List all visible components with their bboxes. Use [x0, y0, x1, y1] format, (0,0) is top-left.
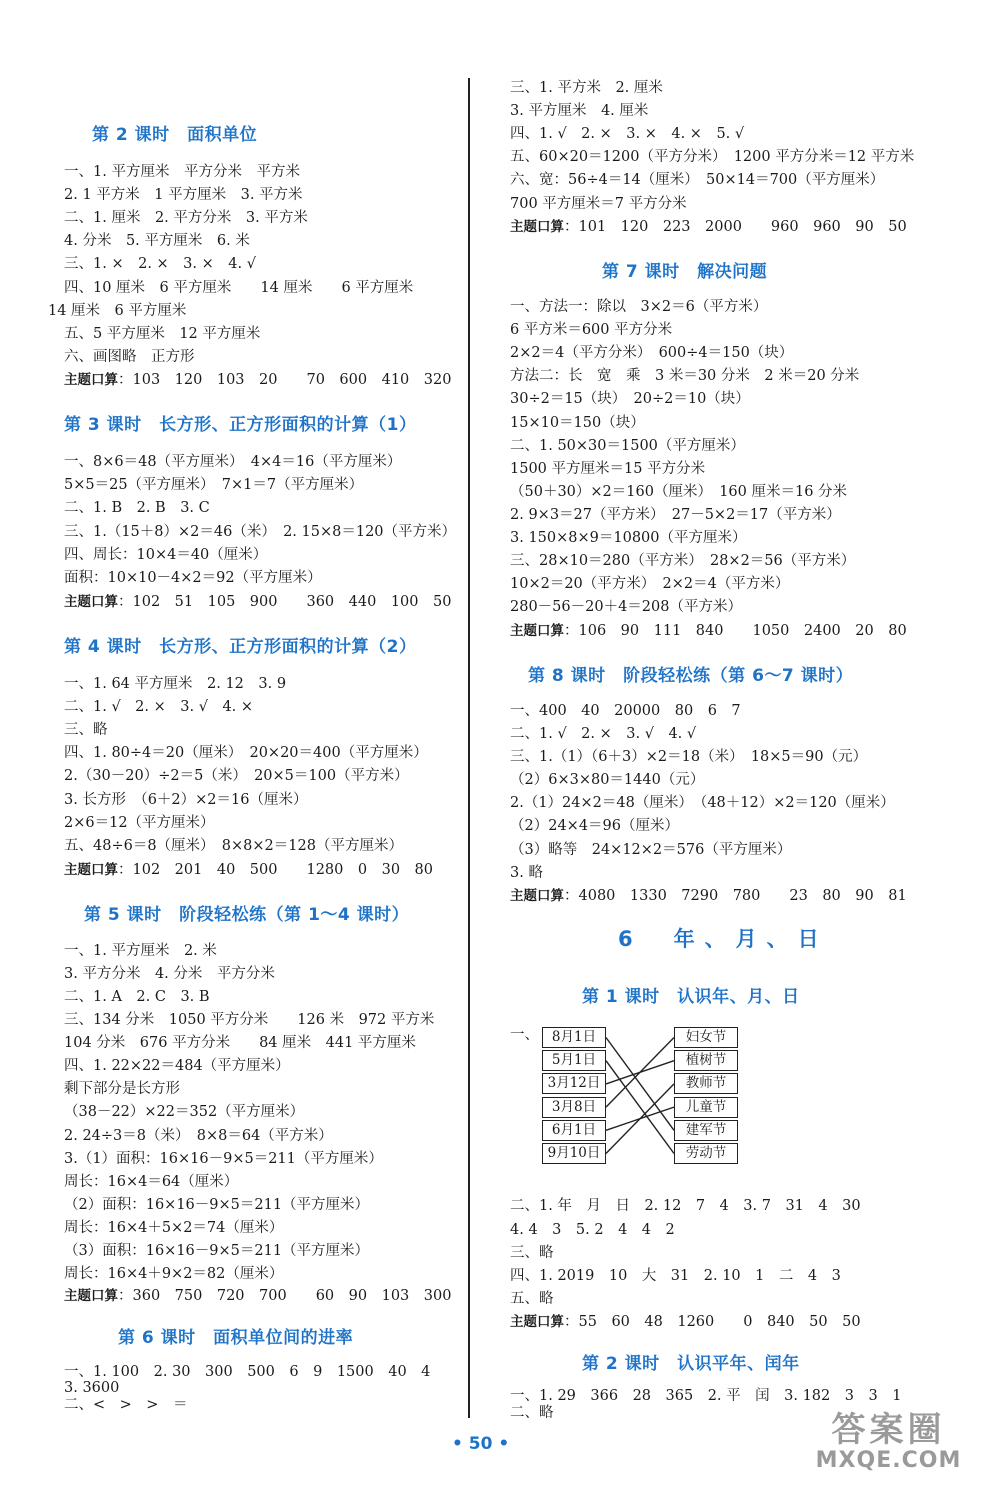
answer-line: 一、1. 平方厘米 2. 米 — [64, 943, 217, 959]
matching-line — [606, 1084, 674, 1154]
date-box: 8月1日 — [542, 1027, 606, 1048]
column-divider — [468, 78, 470, 1418]
answer-line: 3. 略 — [510, 865, 543, 881]
answer-line: 3. 平方分米 4. 分米 平方分米 — [64, 966, 275, 982]
answer-line: 周长：16×4＝64（厘米） — [64, 1174, 239, 1190]
watermark-text-bottom: MXQE.COM — [815, 1448, 962, 1473]
answer-line: 四、10 厘米 6 平方厘米 14 厘米 6 平方厘米 — [64, 280, 414, 296]
answer-line: 三、134 分米 1050 平方分米 126 米 972 平方米 — [64, 1012, 435, 1028]
answer-line: 30÷2＝15（块） 20÷2＝10（块） — [510, 391, 750, 407]
answer-line: 3.（1）面积：16×16－9×5＝211（平方厘米） — [64, 1151, 383, 1167]
answer-line: 四、1. 2019 10 大 31 2. 10 1 二 4 3 — [510, 1268, 841, 1284]
mental-math-label: 主题口算 — [510, 1314, 564, 1330]
answer-line: 三、略 — [510, 1245, 554, 1261]
answer-line: （2）面积：16×16－9×5＝211（平方厘米） — [64, 1197, 370, 1213]
mental-math-label: 主题口算 — [64, 862, 118, 878]
answer-line: 4. 4 3 5. 2 4 4 2 — [510, 1222, 675, 1238]
festival-box: 妇女节 — [674, 1027, 738, 1048]
answer-line: 剩下部分是长方形 — [64, 1081, 180, 1097]
lesson-heading: 第 7 课时 解决问题 — [602, 262, 768, 282]
mental-math-answers: ：360 750 720 700 60 90 103 300 — [118, 1288, 452, 1304]
answer-line: （38－22）×22＝352（平方厘米） — [64, 1104, 305, 1120]
mental-math-line — [64, 592, 451, 612]
answer-line: 6 平方米＝600 平方分米 — [510, 322, 673, 338]
lesson-heading: 第 3 课时 长方形、正方形面积的计算（1） — [64, 415, 417, 435]
watermark-logo — [791, 1411, 986, 1473]
answer-line: 2.（1）24×2＝48（厘米） （48＋12）×2＝120（厘米） — [510, 795, 895, 811]
mental-math-answers: ：102 201 40 500 1280 0 30 80 — [118, 862, 434, 878]
lesson-heading: 第 6 课时 面积单位间的进率 — [118, 1328, 354, 1348]
answer-line: 700 平方厘米＝7 平方分米 — [510, 196, 687, 212]
answer-line: 3. 长方形 （6＋2）×2＝16（厘米） — [64, 792, 308, 808]
mental-math-line — [64, 860, 433, 880]
answer-line: 周长：16×4＋5×2＝74（厘米） — [64, 1220, 284, 1236]
festival-box: 教师节 — [674, 1073, 738, 1094]
answer-line: 五、60×20＝1200（平方分米） 1200 平方分米＝12 平方米 — [510, 149, 915, 165]
answer-line: 10×2＝20（平方米） 2×2＝4（平方米） — [510, 576, 790, 592]
mental-math-line — [64, 370, 451, 390]
watermark-text-top: 答案圈 — [831, 1410, 946, 1450]
answer-line: 二、1. √ 2. × 3. √ 4. √ — [510, 726, 697, 742]
matching-line — [606, 1061, 674, 1154]
lesson-heading: 第 2 课时 认识平年、闰年 — [582, 1354, 800, 1374]
mental-math-answers: ：55 60 48 1260 0 840 50 50 — [564, 1314, 861, 1330]
matching-prefix: 一、 — [510, 1027, 539, 1043]
matching-line — [606, 1038, 674, 1131]
festival-box: 建军节 — [674, 1120, 738, 1141]
answer-line: （2）6×3×80＝1440（元） — [510, 772, 705, 788]
answer-line: 方法二：长 宽 乘 3 米＝30 分米 2 米＝20 分米 — [510, 368, 860, 384]
answer-line: 二、1. A 2. C 3. B — [64, 989, 210, 1005]
answer-line: 4. 分米 5. 平方厘米 6. 米 — [64, 233, 250, 249]
lesson-heading: 第 4 课时 长方形、正方形面积的计算（2） — [64, 637, 417, 657]
answer-line: 二、1. 50×30＝1500（平方厘米） — [510, 438, 745, 454]
answer-line: 2.（30－20）÷2＝5（米） 20×5＝100（平方米） — [64, 768, 409, 784]
answer-line: 二、< > > ＝ — [64, 1397, 188, 1413]
mental-math-label: 主题口算 — [64, 594, 118, 610]
mental-math-label: 主题口算 — [64, 372, 118, 388]
answer-line: （3）略等 24×12×2＝576（平方厘米） — [510, 842, 792, 858]
answer-line: 三、1.（15＋8）×2＝46（米） 2. 15×8＝120（平方米） — [64, 524, 457, 540]
answer-line: 二、1. 厘米 2. 平方分米 3. 平方米 — [64, 210, 308, 226]
answer-line: 五、略 — [510, 1291, 554, 1307]
mental-math-line — [510, 217, 907, 237]
date-box: 5月1日 — [542, 1050, 606, 1071]
mental-math-label: 主题口算 — [64, 1288, 118, 1304]
answer-line: 三、28×10＝280（平方米） 28×2＝56（平方米） — [510, 553, 856, 569]
answer-line: （50＋30）×2＝160（厘米） 160 厘米＝16 分米 — [510, 484, 848, 500]
answer-line: （2）24×4＝96（厘米） — [510, 818, 680, 834]
answer-line: 一、方法一：除以 3×2＝6（平方米） — [510, 299, 768, 315]
answer-line: 五、5 平方厘米 12 平方厘米 — [64, 326, 261, 342]
answer-line: 2. 1 平方米 1 平方厘米 3. 平方米 — [64, 187, 303, 203]
matching-line — [606, 1107, 674, 1130]
mental-math-answers: ：4080 1330 7290 780 23 80 90 81 — [564, 888, 907, 904]
answer-line: 一、1. 64 平方厘米 2. 12 3. 9 — [64, 676, 287, 692]
answer-line: 六、宽：56÷4＝14（厘米） 50×14＝700（平方厘米） — [510, 172, 885, 188]
lesson-heading: 第 2 课时 面积单位 — [92, 125, 258, 145]
festival-box: 劳动节 — [674, 1143, 738, 1164]
date-box: 3月12日 — [542, 1073, 606, 1094]
mental-math-label: 主题口算 — [510, 219, 564, 235]
answer-line: 2×2＝4（平方分米） 600÷4＝150（块） — [510, 345, 794, 361]
answer-line: 二、1. √ 2. × 3. √ 4. × — [64, 699, 254, 715]
mental-math-line — [510, 886, 907, 906]
lesson-heading: 第 8 课时 阶段轻松练（第 6～7 课时） — [528, 666, 854, 686]
answer-line: 四、1. 80÷4＝20（厘米） 20×20＝400（平方厘米） — [64, 745, 428, 761]
mental-math-label: 主题口算 — [510, 888, 564, 904]
festival-box: 儿童节 — [674, 1097, 738, 1118]
mental-math-answers: ：102 51 105 900 360 440 100 50 — [118, 594, 452, 610]
answer-line: 五、48÷6＝8（厘米） 8×8×2＝128（平方厘米） — [64, 838, 403, 854]
answer-line: 104 分米 676 平方分米 84 厘米 441 平方厘米 — [64, 1035, 416, 1051]
answer-line: 15×10＝150（块） — [510, 415, 645, 431]
answer-line: 二、1. 年 月 日 2. 12 7 4 3. 7 31 4 30 — [510, 1198, 861, 1214]
answer-line: 一、400 40 20000 80 6 7 — [510, 703, 741, 719]
mental-math-answers: ：101 120 223 2000 960 960 90 50 — [564, 219, 907, 235]
answer-line: 一、1. 平方厘米 平方分米 平方米 — [64, 164, 300, 180]
answer-line: 2. 24÷3＝8（米） 8×8＝64（平方米） — [64, 1128, 333, 1144]
answer-line: 3. 3600 — [64, 1380, 120, 1396]
answer-line: 四、1. 22×22＝484（平方厘米） — [64, 1058, 290, 1074]
answer-line: 二、1. B 2. B 3. C — [64, 500, 210, 516]
mental-math-label: 主题口算 — [510, 623, 564, 639]
answer-line: 14 厘米 6 平方厘米 — [48, 303, 187, 319]
answer-line: 三、1. 平方米 2. 厘米 — [510, 80, 663, 96]
answer-line: 一、8×6＝48（平方厘米） 4×4＝16（平方厘米） — [64, 454, 402, 470]
answer-line: 周长：16×4＋9×2＝82（厘米） — [64, 1266, 284, 1282]
answer-line: 2×6＝12（平方厘米） — [64, 815, 215, 831]
answer-line: 四、1. √ 2. × 3. × 4. × 5. √ — [510, 126, 745, 142]
mental-math-line — [510, 1312, 861, 1332]
matching-line — [606, 1061, 674, 1084]
chapter-heading: 6 年、月、日 — [618, 927, 829, 951]
answer-line: 一、1. 29 366 28 365 2. 平 闰 3. 182 3 3 1 — [510, 1388, 902, 1404]
answer-line: 面积：10×10－4×2＝92（平方厘米） — [64, 570, 322, 586]
mental-math-answers: ：103 120 103 20 70 600 410 320 — [118, 372, 452, 388]
answer-line: 三、1. × 2. × 3. × 4. √ — [64, 256, 256, 272]
answer-line: 六、画图略 正方形 — [64, 349, 195, 365]
answer-line: 280－56－20＋4＝208（平方米） — [510, 599, 742, 615]
answer-line: 3. 平方厘米 4. 厘米 — [510, 103, 649, 119]
answer-line: （3）面积：16×16－9×5＝211（平方厘米） — [64, 1243, 370, 1259]
mental-math-line — [510, 621, 907, 641]
answer-line: 四、周长：10×4＝40（厘米） — [64, 547, 268, 563]
mental-math-line — [64, 1286, 451, 1306]
lesson-heading: 第 5 课时 阶段轻松练（第 1～4 课时） — [84, 905, 410, 925]
festival-box: 植树节 — [674, 1050, 738, 1071]
date-box: 3月8日 — [542, 1097, 606, 1118]
answer-line: 三、1.（1）（6＋3）×2＝18（米） 18×5＝90（元） — [510, 749, 868, 765]
answer-line: 2. 9×3＝27（平方米） 27－5×2＝17（平方米） — [510, 507, 841, 523]
answer-line: 三、略 — [64, 722, 108, 738]
mental-math-answers: ：106 90 111 840 1050 2400 20 80 — [564, 623, 907, 639]
lesson-heading: 第 1 课时 认识年、月、日 — [582, 987, 800, 1007]
answer-line: 一、1. 100 2. 30 300 500 6 9 1500 40 4 — [64, 1364, 431, 1380]
date-box: 9月10日 — [542, 1143, 606, 1164]
answer-line: 3. 150×8×9＝10800（平方厘米） — [510, 530, 747, 546]
answer-line: 5×5＝25（平方厘米） 7×1＝7（平方厘米） — [64, 477, 364, 493]
date-box: 6月1日 — [542, 1120, 606, 1141]
matching-line — [606, 1038, 674, 1108]
page-number: • 50 • — [452, 1434, 510, 1454]
answer-line: 二、略 — [510, 1405, 554, 1421]
answer-line: 1500 平方厘米＝15 平方分米 — [510, 461, 706, 477]
